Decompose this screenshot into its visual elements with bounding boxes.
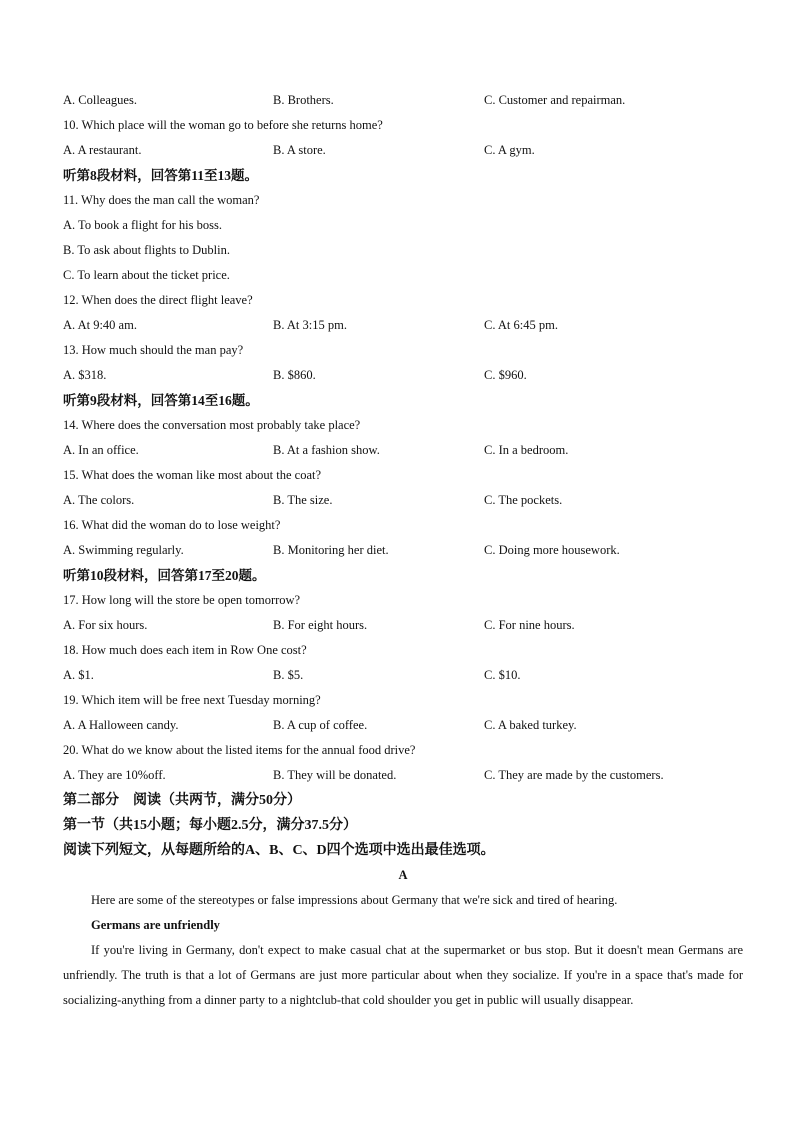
q19-option-a: A. A Halloween candy. — [63, 718, 179, 732]
q15-option-c: C. The pockets. — [484, 493, 563, 507]
passage-intro: Here are some of the stereotypes or false impressions about Germany that we're sick and tired of hearing. — [91, 893, 618, 907]
q13-stem: 13. How much should the man pay? — [63, 343, 244, 357]
q17-options — [63, 613, 743, 638]
section-10-heading: 听第10段材料，回答第17至20题。 — [63, 568, 266, 583]
passage-paragraph-1: If you're living in Germany, don't expect to make casual chat at the supermarket or bus stop. But it doesn't mean Germans are unfriendly. The truth is that a lot of Germans are just more particular about when they socialize. If you're in a space that's made for socializing-anything from a dinner party to a nightclub-that cold shoulder you get in public will usually disappear. — [63, 943, 743, 1007]
q16-options — [63, 538, 743, 563]
passage-subheading: Germans are unfriendly — [91, 918, 220, 932]
q15-options — [63, 488, 743, 513]
q14-options — [63, 438, 743, 463]
q12-options — [63, 313, 743, 338]
q12-option-a: A. At 9:40 am. — [63, 318, 137, 332]
q19-stem: 19. Which item will be free next Tuesday morning? — [63, 693, 321, 707]
q16-option-c: C. Doing more housework. — [484, 543, 620, 557]
q13-option-a: A. $318. — [63, 368, 107, 382]
q19-options — [63, 713, 743, 738]
q13-option-b: B. $860. — [273, 368, 316, 382]
part2-section1-heading: 第一节（共15小题；每小题2.5分，满分37.5分） — [63, 818, 357, 833]
q18-option-b: B. $5. — [273, 668, 304, 682]
q10-stem: 10. Which place will the woman go to before she returns home? — [63, 118, 383, 132]
q19-option-c: C. A baked turkey. — [484, 718, 577, 732]
q20-option-b: B. They will be donated. — [273, 768, 397, 782]
section-9-heading: 听第9段材料，回答第14至16题。 — [63, 393, 259, 408]
q18-option-c: C. $10. — [484, 668, 521, 682]
q18-option-a: A. $1. — [63, 668, 94, 682]
exam-page — [63, 88, 743, 1013]
q12-stem: 12. When does the direct flight leave? — [63, 293, 253, 307]
q20-option-c: C. They are made by the customers. — [484, 768, 664, 782]
q17-option-c: C. For nine hours. — [484, 618, 575, 632]
q14-option-b: B. At a fashion show. — [273, 443, 380, 457]
part2-title: 第二部分 阅读（共两节，满分50分） — [63, 793, 301, 808]
q15-option-a: A. The colors. — [63, 493, 135, 507]
q15-stem: 15. What does the woman like most about the coat? — [63, 468, 322, 482]
part2-instructions: 阅读下列短文，从每题所给的A、B、C、D四个选项中选出最佳选项。 — [63, 843, 495, 858]
q18-options — [63, 663, 743, 688]
q17-stem: 17. How long will the store be open tomorrow? — [63, 593, 301, 607]
q9-options — [63, 88, 743, 113]
q20-option-a: A. They are 10%off. — [63, 768, 166, 782]
q17-option-b: B. For eight hours. — [273, 618, 368, 632]
passage-letter: A — [398, 868, 408, 882]
q19-option-b: B. A cup of coffee. — [273, 718, 368, 732]
q16-option-a: A. Swimming regularly. — [63, 543, 184, 557]
q20-options — [63, 763, 743, 788]
section-8-heading: 听第8段材料，回答第11至13题。 — [63, 168, 259, 183]
q9-option-c: C. Customer and repairman. — [484, 93, 626, 107]
q15-option-b: B. The size. — [273, 493, 333, 507]
q13-option-c: C. $960. — [484, 368, 527, 382]
q12-option-c: C. At 6:45 pm. — [484, 318, 558, 332]
q10-option-b: B. A store. — [273, 143, 326, 157]
q11-option-b: B. To ask about flights to Dublin. — [63, 243, 230, 257]
q12-option-b: B. At 3:15 pm. — [273, 318, 347, 332]
q14-option-c: C. In a bedroom. — [484, 443, 569, 457]
q10-option-c: C. A gym. — [484, 143, 535, 157]
q14-stem: 14. Where does the conversation most probably take place? — [63, 418, 361, 432]
q20-stem: 20. What do we know about the listed items for the annual food drive? — [63, 743, 416, 757]
q13-options — [63, 363, 743, 388]
q11-option-c: C. To learn about the ticket price. — [63, 268, 230, 282]
q14-option-a: A. In an office. — [63, 443, 139, 457]
q16-stem: 16. What did the woman do to lose weight? — [63, 518, 281, 532]
q17-option-a: A. For six hours. — [63, 618, 148, 632]
q9-option-a: A. Colleagues. — [63, 93, 137, 107]
q11-option-a: A. To book a flight for his boss. — [63, 218, 222, 232]
q9-option-b: B. Brothers. — [273, 93, 334, 107]
q10-options — [63, 138, 743, 163]
q10-option-a: A. A restaurant. — [63, 143, 142, 157]
q18-stem: 18. How much does each item in Row One cost? — [63, 643, 307, 657]
q11-stem: 11. Why does the man call the woman? — [63, 193, 260, 207]
q16-option-b: B. Monitoring her diet. — [273, 543, 389, 557]
